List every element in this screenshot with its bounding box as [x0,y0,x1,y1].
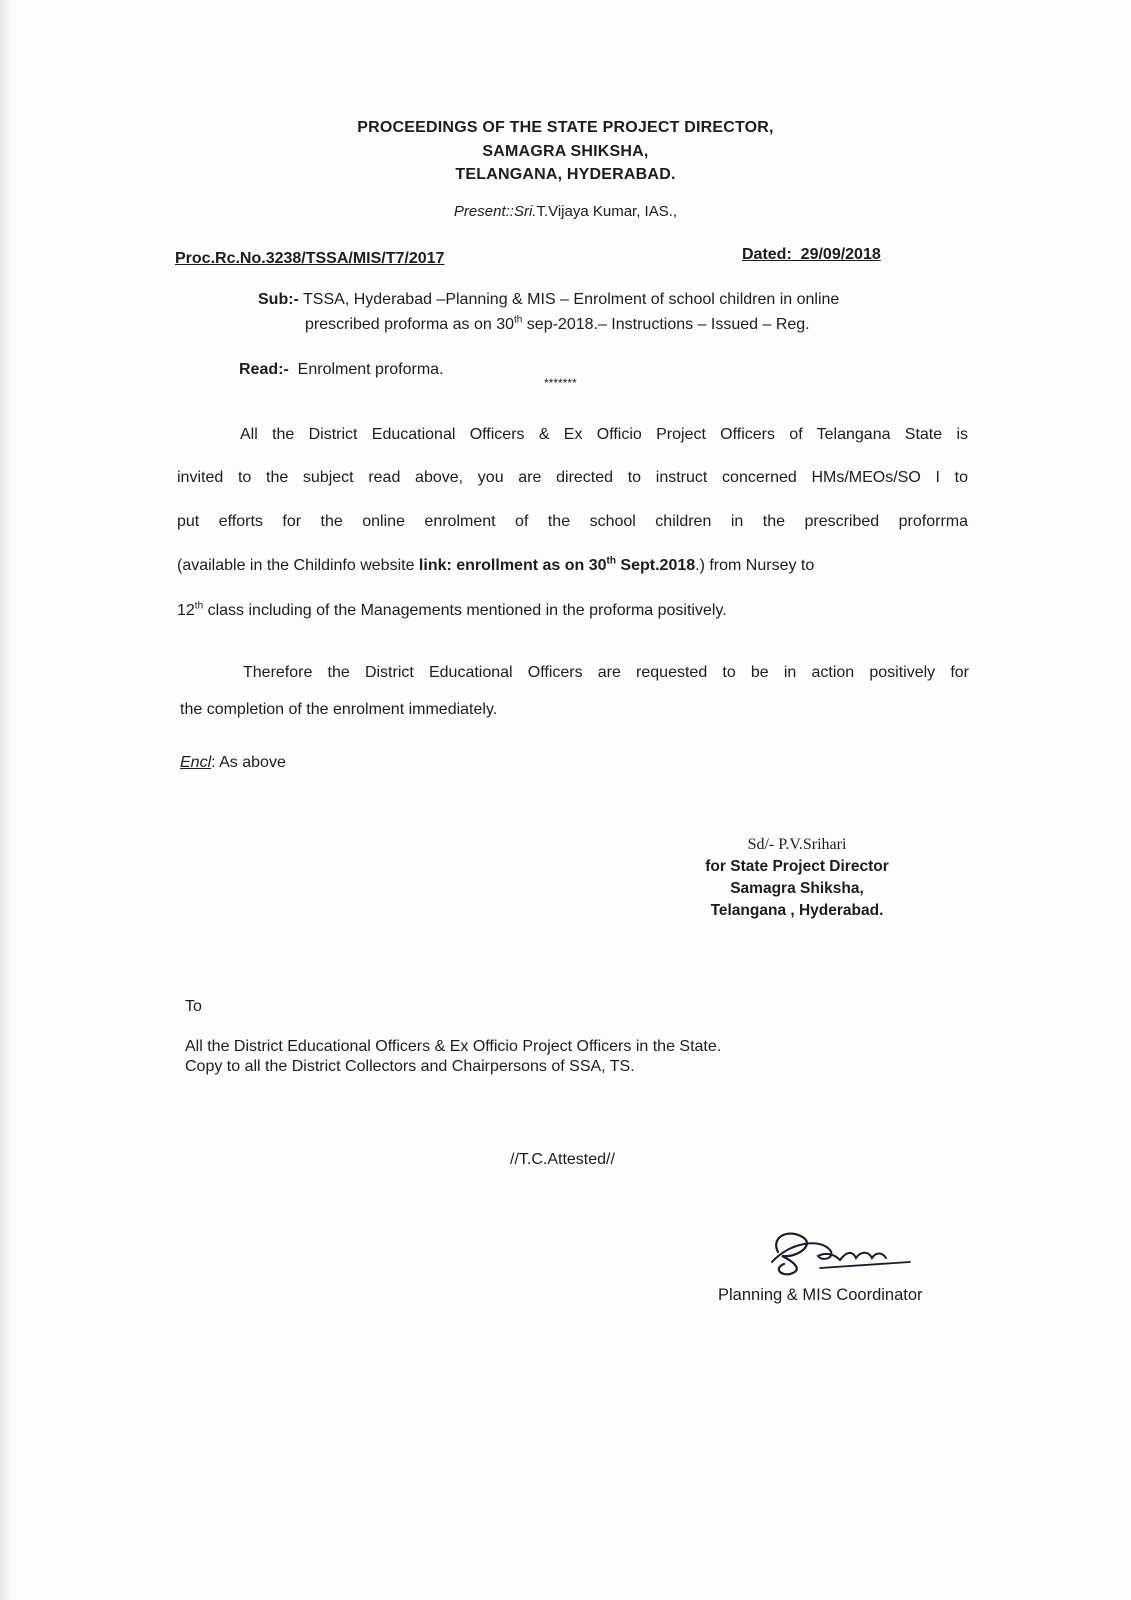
signatory-line-2: Samagra Shiksha, [730,880,864,897]
para2-line-2: the completion of the enrolment immediately. [180,701,498,718]
enclosure-label: Encl [180,754,212,771]
read-label: Read:- [239,361,289,378]
subject-line-2: prescribed proforma as on 30th sep-2018.– Instructions – Issued – Reg. [305,314,810,333]
attested-line: //T.C.Attested// [510,1151,615,1168]
to-label: To [185,998,202,1015]
subject-text-1: TSSA, Hyderabad –Planning & MIS – Enrolment of school children in online [303,291,840,308]
enclosure-text: : As above [211,754,286,771]
para1-line-3: put efforts for the online enrolment of the school children in the prescribed proforrma [177,513,968,530]
to-line-2: Copy to all the District Collectors and Chairpersons of SSA, TS. [185,1058,635,1075]
subject-line-1 [258,289,839,311]
read-text: Enrolment proforma. [297,361,444,378]
dated [742,246,881,264]
signatory-sd: Sd/- P.V.Srihari [747,836,847,853]
para1-line-1: All the District Educational Officers & Ex Officio Project Officers of Telangana State is [240,426,968,443]
to-line-1: All the District Educational Officers & Ex Officio Project Officers in the State. [185,1038,722,1055]
separator-stars: ******* [544,376,577,390]
read-line [239,359,444,381]
dated-value: 29/09/2018 [800,246,881,263]
present-name: T.Vijaya Kumar, IAS., [536,203,678,220]
para1-line-2: invited to the subject read above, you are directed to instruct concerned HMs/MEOs/SO I to [177,469,968,486]
childinfo-link-text: link: enrollment as on 30th Sept.2018 [418,555,696,574]
header-line-3: TELANGANA, HYDERABAD. [455,166,676,183]
dated-label: Dated: [742,246,792,263]
para1-line-5: 12th class including of the Managements mentioned in the proforma positively. [177,600,727,619]
scan-edge-shadow [0,0,14,1600]
proc-number: Proc.Rc.No.3238/TSSA/MIS/T7/2017 [175,250,445,267]
para2-line-1: Therefore the District Educational Officers are requested to be in action positively for [243,664,969,681]
enclosure-line [180,752,286,774]
coordinator-title: Planning & MIS Coordinator [718,1286,923,1304]
present-label: Present::Sri. [453,203,537,220]
present-line [0,203,1131,220]
header-line-1: PROCEEDINGS OF THE STATE PROJECT DIRECTOR, [357,119,774,136]
para1-line-4: (available in the Childinfo website link: enrollment as on 30th Sept.2018.) from Nursey to [177,555,815,574]
subject-label: Sub:- [258,291,299,308]
header-line-2: SAMAGRA SHIKSHA, [482,143,649,160]
signatory-line-1: for State Project Director [705,858,889,875]
signatory-block [668,834,926,922]
signatory-line-3: Telangana , Hyderabad. [710,902,884,919]
handwritten-signature [760,1222,920,1282]
